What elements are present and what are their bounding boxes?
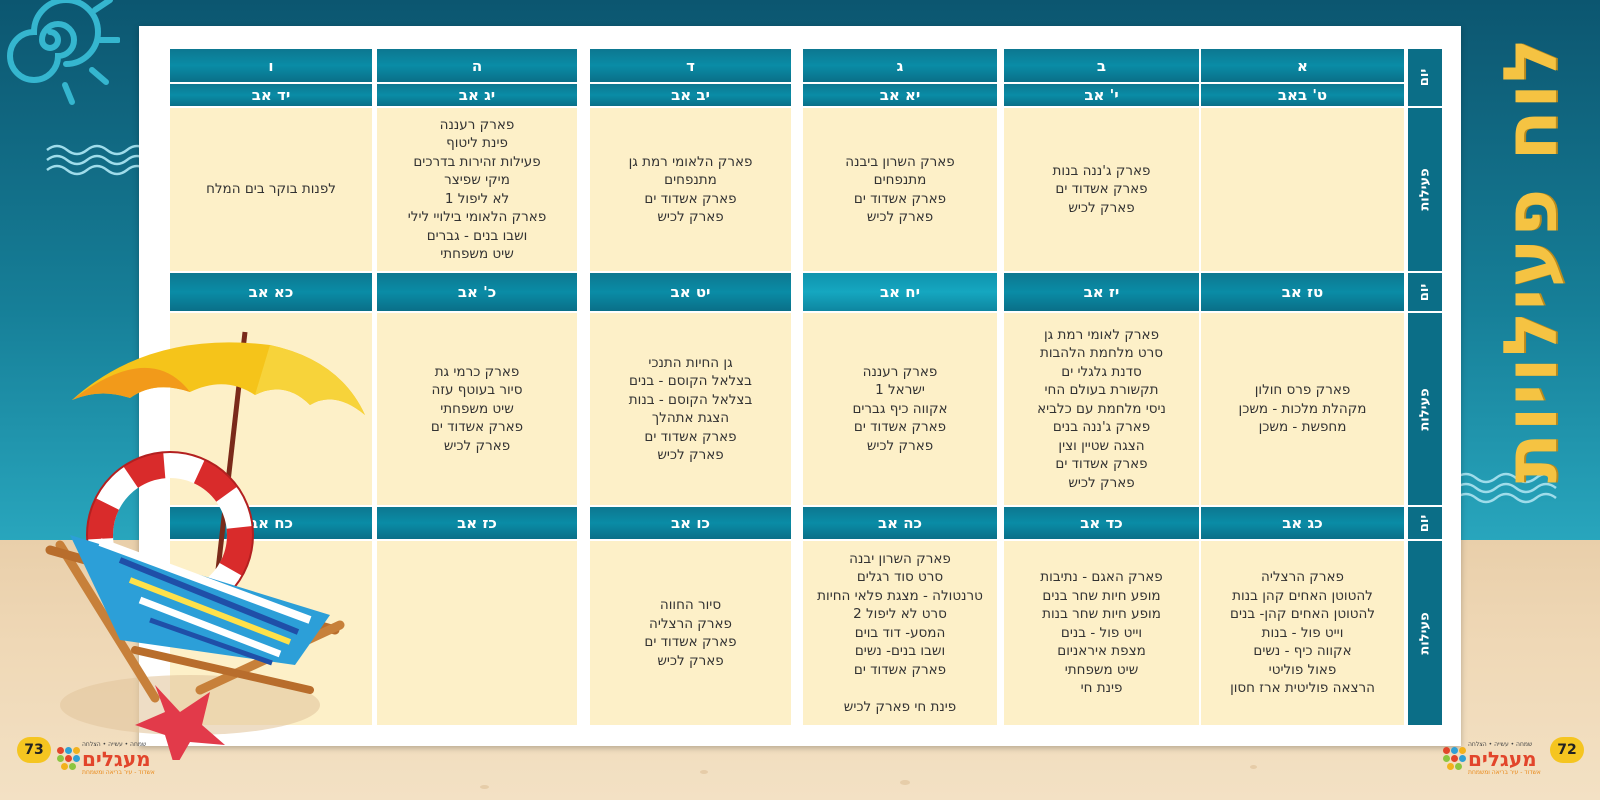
activity-item: פארק אשדוד ים [644, 634, 737, 650]
beach-scene-illustration [40, 320, 420, 760]
activity-item: ושבו בנים- נשים [854, 643, 946, 660]
activity-item: פארק ג'ננה בנים [1052, 419, 1151, 436]
activity-item: סרט מלחמת הלהבות [1039, 345, 1164, 362]
page-title: לוח פעילויות [1488, 36, 1574, 484]
activity-item: תקשורת בעולם החי [1044, 382, 1159, 399]
activity-item: פארק ג'ננה בנות [1052, 162, 1151, 179]
logo-subtitle: אשדוד - עיר בריאה ומשמחת [1468, 768, 1541, 776]
activity-item: המסע- דוד בוים [854, 624, 946, 641]
logo-left [54, 740, 155, 776]
side-label-day: יום [1408, 49, 1442, 106]
activity-item: פארק הלאומי בילויי לילי [407, 209, 547, 225]
activity-item: מופע חיות שחר בנות [1042, 606, 1161, 623]
activity-cell [1004, 313, 1199, 505]
activity-cell [590, 108, 791, 271]
activity-item: פארק השרון ביבנה [845, 153, 955, 170]
activity-item: מתנפחים [664, 172, 717, 188]
logo-tagline: שמחה • עשייה • הצלחה [1468, 740, 1533, 748]
logo-name: מעגלים [82, 746, 151, 771]
activity-item: בצלאל הקוסם - בנים [629, 373, 752, 389]
activity-item: פארק אשדוד ים [853, 419, 947, 436]
activity-item: פארק לכיש [657, 447, 724, 463]
side-label-day: יום [1408, 507, 1442, 539]
page-number-left: 73 [17, 737, 51, 763]
date-header: יח אב [803, 273, 997, 311]
activity-item: פינת חי פארק לכיש [843, 698, 957, 715]
activity-item: וייט פול - בנים [1060, 624, 1143, 641]
sand-grain [1250, 765, 1257, 769]
date-header: יא אב [803, 84, 997, 106]
activity-item: פארק הרצליה [1261, 569, 1344, 586]
activity-cell [1004, 541, 1199, 725]
activity-item: פארק אשדוד ים [1055, 181, 1148, 198]
date-header: יד אב [170, 84, 372, 106]
activity-item: להטוטן האחים קהן- בנים [1230, 606, 1376, 623]
activity-item: פארק רעננה [862, 363, 938, 380]
activity-item: אקווה כיף - נשים [1253, 643, 1352, 660]
activity-item: פארק אשדוד ים [644, 428, 737, 445]
activity-item: סדנת גלגלי ים [1061, 363, 1142, 380]
sun-icon [0, 0, 120, 110]
activity-item: פאול פוליטי [1268, 661, 1337, 678]
activity-item: מקהלת מלכות - משכן [1238, 400, 1367, 417]
activity-item: שיט משפחתי [440, 400, 514, 417]
activity-item: פארק לכיש [657, 209, 724, 225]
activity-item: סיור בעוטף עזה [431, 382, 523, 399]
activity-item: לא ליפול 1 [444, 190, 510, 207]
activity-item: פארק לכיש [866, 437, 934, 454]
activity-item: פארק הלאומי רמת גן [628, 153, 753, 170]
sand-grain [700, 770, 708, 774]
activity-item: פארק כרמי גת [434, 363, 520, 380]
side-label-day: יום [1408, 273, 1442, 311]
activity-item: סרט לא ליפול 2 [853, 606, 947, 623]
activity-cell [590, 541, 791, 725]
activity-item: סרט סוד רגלים [856, 569, 944, 586]
activity-item: מחפשת - משכן [1258, 419, 1347, 436]
activity-cell [1201, 313, 1404, 505]
date-header: יז אב [1004, 273, 1199, 311]
day-letter-header: ד [590, 49, 791, 82]
activity-item: הרצאה פוליטית ארז חסון [1230, 680, 1375, 697]
activity-item: שיט משפחתי [440, 246, 514, 262]
activity-item: פארק אשדוד ים [853, 661, 947, 678]
activity-item: פינת ליטוף [446, 135, 508, 151]
date-header: כו אב [590, 507, 791, 539]
side-label-activity: פעילות [1408, 108, 1442, 271]
day-letter-header: ג [803, 49, 997, 82]
activity-item: פארק אשדוד ים [644, 190, 737, 207]
activity-cell [803, 541, 997, 725]
activity-item: פארק לכיש [1068, 474, 1135, 491]
activity-item: שיט משפחתי [1064, 661, 1139, 678]
date-header: י' אב [1004, 84, 1199, 106]
activity-item: פארק האגם - נתיבות [1040, 569, 1163, 586]
activity-item: פארק לכיש [443, 437, 511, 454]
date-header: כ' אב [377, 273, 577, 311]
date-header: כא אב [170, 273, 372, 311]
activity-cell [377, 108, 577, 271]
sand-grain [480, 785, 489, 789]
activity-item: מתנפחים [873, 172, 927, 188]
logo-right [1440, 740, 1541, 776]
activity-cell [1004, 108, 1199, 271]
logo-name: מעגלים [1468, 746, 1537, 771]
activity-item: פארק אשדוד ים [1055, 456, 1148, 473]
activity-item: ושבו בנים - גברים [426, 227, 528, 244]
logo-tagline: שמחה • עשייה • הצלחה [82, 740, 147, 748]
activity-item: פארק לכיש [866, 209, 934, 225]
activity-item: מיקי שפיצר [444, 172, 510, 188]
activity-item: פינת חי [1080, 680, 1123, 697]
date-header: כג אב [1201, 507, 1404, 539]
activity-item: סיור החווה [659, 597, 722, 613]
day-letter-header: ה [377, 49, 577, 82]
logo-mark-icon [1443, 747, 1465, 769]
activity-item: פארק לכיש [1068, 199, 1135, 216]
activity-cell [590, 313, 791, 505]
date-header: כד אב [1004, 507, 1199, 539]
activity-item: אקווה כיף גברים [852, 400, 948, 417]
activity-item: להטוטן האחים קהן בנות [1232, 587, 1373, 604]
date-header: ט' באב [1201, 84, 1404, 106]
activity-item: פארק לאומי רמת גן [1044, 326, 1159, 343]
date-header: יב אב [590, 84, 791, 106]
activity-item: פארק אשדוד ים [430, 419, 524, 436]
activity-cell [1201, 108, 1404, 271]
logo-mark-icon [57, 747, 79, 769]
activity-item: פעילות זהירות בדרכים [413, 153, 541, 170]
day-letter-header: א [1201, 49, 1404, 82]
sand-grain [900, 780, 910, 785]
activity-item: טרנטולה - מצגת פלאי החיות [817, 587, 983, 604]
date-header: יט אב [590, 273, 791, 311]
activity-cell [803, 108, 997, 271]
date-header: כח אב [170, 507, 372, 539]
side-label-activity: פעילות [1408, 313, 1442, 505]
date-header: כה אב [803, 507, 997, 539]
activity-item: גן החיות התנכי [648, 354, 733, 371]
activity-item: פארק פרס חולון [1254, 382, 1351, 399]
activity-item: ישראל 1 [875, 382, 925, 399]
activity-item: פארק רעננה [439, 116, 515, 133]
side-label-activity: פעילות [1408, 541, 1442, 725]
logo-subtitle: אשדוד - עיר בריאה ומשמחת [82, 768, 155, 776]
activity-item: ניסי מלחמת עם כלביא [1037, 400, 1166, 417]
activity-cell [1201, 541, 1404, 725]
date-header: יג אב [377, 84, 577, 106]
activity-item: פארק השרון יבנה [849, 550, 951, 567]
page-number-right: 72 [1550, 737, 1584, 763]
activity-item: מצפת איראניום [1057, 643, 1146, 660]
activity-item: הצגה שטיין וצין [1058, 437, 1145, 454]
activity-item: הצגת אתהלך [651, 410, 730, 426]
activity-cell [170, 108, 372, 271]
activity-item: פארק הרצליה [649, 615, 732, 632]
activity-item: לפנות בוקר בים המלח [206, 181, 336, 198]
activity-item: בצלאל הקוסם - בנות [628, 391, 753, 408]
activity-cell [803, 313, 997, 505]
activity-item: פארק אשדוד ים [853, 190, 947, 207]
activity-item: פארק לכיש [657, 652, 724, 669]
day-letter-header: ו [170, 49, 372, 82]
activity-item: וייט פול - בנות [1261, 624, 1344, 641]
day-letter-header: ב [1004, 49, 1199, 82]
date-header: כז אב [377, 507, 577, 539]
activity-item: מופע חיות שחר בנים [1042, 587, 1161, 604]
date-header: טז אב [1201, 273, 1404, 311]
